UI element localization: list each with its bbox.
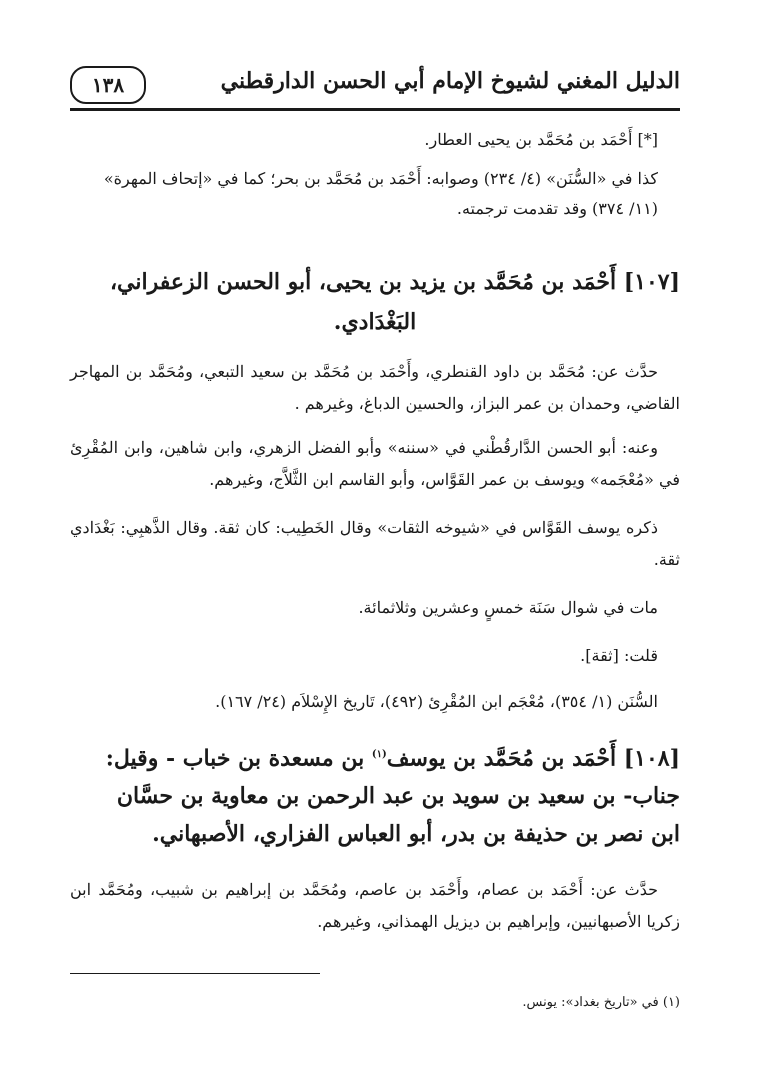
- entry-108-heading-line1-a: [١٠٨] أَحْمَد بن مُحَمَّد بن يوسف: [386, 745, 680, 772]
- intro-note-line2: (١١/ ٣٧٤) وقد تقدمت ترجمته.: [456, 199, 658, 218]
- entry-107-verdict: قلت: [ثقة].: [580, 646, 658, 665]
- entry-108-heading-line3: ابن نصر بن حذيفة بن بدر، أبو العباس الفزاري، الأصبهاني.: [152, 821, 680, 848]
- entry-108-heading: [70, 736, 680, 853]
- entry-107-heading-line1: [١٠٧] أَحْمَد بن مُحَمَّد بن يزيد بن يحيى، أبو الحسن الزعفراني،: [109, 269, 680, 295]
- entry-107-students: وعنه: أبو الحسن الدَّارقُطْني في «سننه» وأبو الفضل الزهري، وابن شاهين، وابن المُقْرِئ في «مُعْجَمه» ويوسف بن عمر القَوَّاس، وأبو القاسم ابن الثَّلاَّج، وغيرهم.: [70, 438, 680, 489]
- entry-107-from: حدَّث عن: مُحَمَّد بن داود القنطري، وأَحْمَد بن مُحَمَّد بن سعيد التبعي، ومُحَمَّد بن المهاجر القاضي، وحمدان بن عمر البزاز، والحسين الدباغ، وغيرهم .: [70, 362, 680, 413]
- entry-107-sources: السُّنَن (١/ ٣٥٤)، مُعْجَم ابن المُقْرِئ (٤٩٢)، تَاريخ الإِسْلاَم (٢٤/ ١٦٧).: [215, 692, 658, 711]
- entry-108-heading-line2: جناب- بن سعيد بن سويد بن عبد الرحمن بن معاوية بن حسَّان: [116, 783, 680, 810]
- header-divider: [70, 108, 680, 111]
- entry-108-from: حدَّث عن: أَحْمَد بن عصام، وأَحْمَد بن عاصم، ومُحَمَّد بن إبراهيم بن شبيب، ومُحَمَّد ابن زكريا الأصبهانيين، وإبراهيم بن ديزيل الهمذاني، وغيرهم.: [70, 880, 680, 931]
- footnote: (١) في «تاريخ بغداد»: يونس.: [522, 995, 680, 1010]
- entry-108-heading-line1: [70, 736, 680, 777]
- entry-107-mention: ذكره يوسف القَوَّاس في «شيوخه الثقات» وقال الخَطِيب: كان ثقة. وقال الذَّهبِي: بَغْدَادي ثقة.: [70, 518, 680, 569]
- star-entry: [*] أَحْمَد بن مُحَمَّد بن يحيى العطار.: [424, 130, 658, 149]
- entry-107-heading-line2: البَغْدَادي.: [333, 309, 417, 335]
- footnote-ref: (١): [371, 749, 387, 760]
- page-number: ١٣٨: [91, 73, 125, 97]
- page-number-badge: [70, 66, 146, 104]
- intro-note: [70, 164, 680, 224]
- footnote-divider: [70, 973, 320, 974]
- running-title: الدليل المغني لشيوخ الإمام أبي الحسن الدارقطني: [220, 68, 680, 94]
- page-header: [70, 62, 680, 110]
- entry-108-heading-line1-b: بن مسعدة بن خباب - وقيل:: [105, 745, 365, 772]
- intro-note-line1: كذا في «السُّنَن» (٤/ ٢٣٤) وصوابه: أَحْمَد بن مُحَمَّد بن بحر؛ كما في «إتحاف المهرة»: [103, 169, 658, 188]
- entry-107-death: مات في شوال سَنَة خمسٍ وعشرين وثلاثمائة.: [358, 598, 658, 617]
- entry-107-heading: [70, 262, 680, 342]
